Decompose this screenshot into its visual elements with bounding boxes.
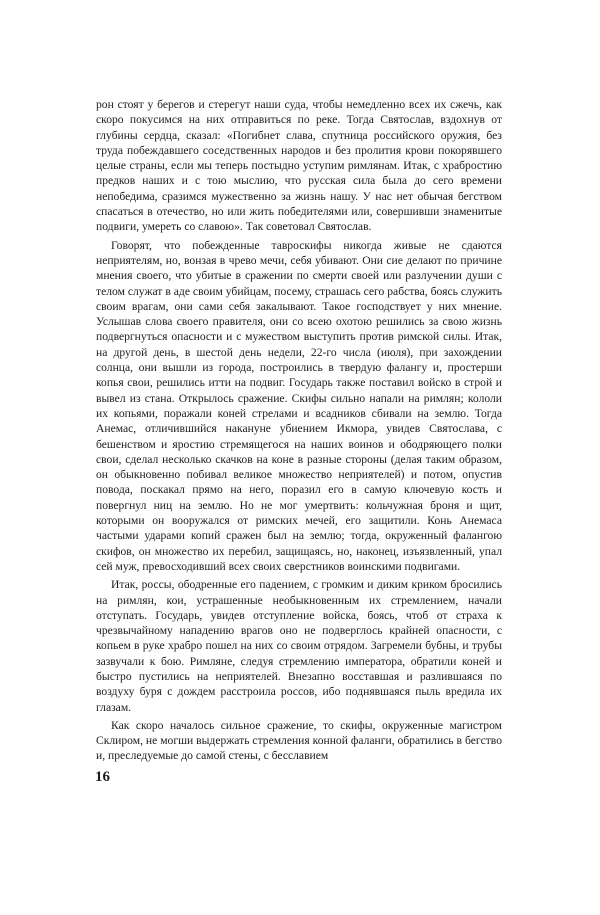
body-text [96,97,502,764]
paragraph-battle-start: Как скоро началось сильное сражение, то скифы, окруженные магистром Склиром, не могши выдержать стремления конной фаланги, обратились в бегство и, преследуемые до самой стены, с бесславием [96,718,502,763]
paragraph-ross-attack: Итак, россы, ободренные его падением, с громким и диким криком бросились на римлян, кои, устрашенные необыкновенным их стремлением, начали отступать. Государь, увидев отступление войска, боясь, чтоб от страха к чрезвычайному нападению врагов оно не подверглось крайней опасности, с копьем в руке храбро пошел на них со своим отрядом. Загремели бубны, и трубы зазвучали к бою. Римляне, следуя стремлению императора, обратили коней и быстро пустились на неприятелей. Внезапно восставшая и разлившаяся по воздуху буря с дождем расстроила россов, ибо поднявшаяся пыль вредила их глазам. [96,578,502,714]
paragraph-tauroscythians: Говорят, что побежденные тавроскифы никогда живые не сдаются неприятелям, но, вонзая в чрево мечи, себя убивают. Они сие делают по причине мнения своего, что убитые в сражении по смерти своей или разлучении души с телом служат в аде своим убийцам, посему, страшась сего рабства, боясь служить своим врагам, они сами себя закалывают. Такое господствует у них мнение. Услышав слова своего правителя, они со всею охотою решились за свою жизнь подвергнуться опасности и с мужеством выступить против римской силы. Итак, на другой день, в шестой день недели, 22-го числа (июля), при захождении солнца, они вышли из города, построились в твердую фалангу и, простерши копья свои, решились итти на подвиг. Государь также поставил войско в строй и вывел из стана. Открылось сражение. Скифы сильно напали на римлян; кололи их копьями, поражали коней стрелами и всадников сбивали на землю. Тогда Анемас, отличившийся накануне убиением Икмора, увидев Святослава, с бешенством и яростию стремящегося на наших воинов и ободряющего полки свои, сделал несколько скачков на коне в разные стороны (делая таким образом, он обыкновенно побивал великое множество неприятелей) и потом, опустив повода, поскакал прямо на него, поразил его в самую ключевую кость и повергнул ниц на землю. Но не мог умертвить: кольчужная броня и щит, которыми он вооружался от римских мечей, его защитили. Конь Анемаса частыми ударами копий сражен был на землю; тогда, окруженный фалангою скифов, он множество их перебил, защищаясь, но, наконец, изъязвленный, упал сей муж, превосходивший всех своих сверстников воинскими подвигами. [96,238,502,573]
page-number: 16 [95,769,110,785]
paragraph-continuation: рон стоят у берегов и стерегут наши суда, чтобы немедленно всех их сжечь, как скоро покусимся на них отправиться по реке. Тогда Святослав, вздохнув от глубины сердца, сказал: «Погибнет слава, спутница российского оружия, без труда побеждавшего соседственных народов и без пролития крови покорявшего целые страны, если мы теперь постыдно уступим римлянам. Итак, с храбростию предков наших и с тою мыслию, что русская сила была до сего времени непобедима, сразимся мужественно за жизнь нашу. У нас нет обычая бегством спасаться в отечество, но или жить победителями или, совершивши знаменитые подвиги, умереть со славою». Так советовал Святослав. [96,98,502,234]
